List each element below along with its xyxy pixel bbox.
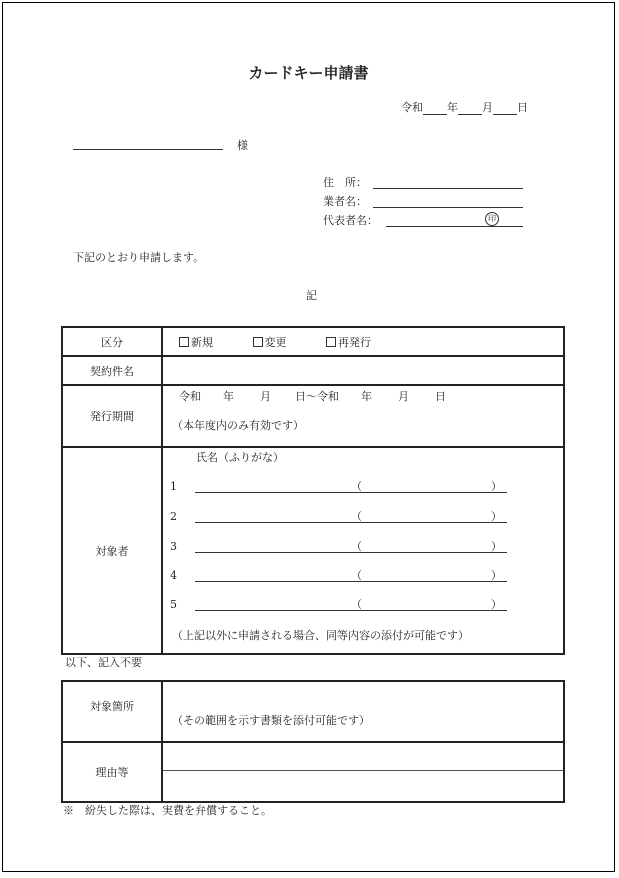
period-note: （本年度内のみ有効です） [172, 419, 304, 432]
rep-label: 代表者名： [323, 214, 378, 227]
location-note: （その範囲を示す書類を添付可能です） [172, 714, 370, 727]
option-change[interactable]: 変更 [253, 336, 287, 349]
ki-text: 記 [306, 289, 317, 302]
address-label: 住 所： [323, 176, 367, 189]
addressee-suffix: 様 [237, 139, 248, 152]
date-day-label: 日 [517, 101, 528, 114]
addressee-field[interactable] [73, 149, 223, 150]
date-line [401, 101, 528, 115]
rep-field[interactable] [386, 226, 523, 227]
period-dates[interactable]: 令和 年 月 日～令和 年 月 日 [179, 390, 446, 403]
footnote: ※ 紛失した際は、実費を弁償すること。 [63, 804, 272, 817]
row-number: 5 [170, 598, 177, 611]
checkbox-icon[interactable] [326, 337, 336, 347]
address-field[interactable] [373, 188, 523, 189]
paren-close: ） [491, 510, 502, 523]
paren-open: （ [351, 569, 362, 582]
date-year-label: 年 [447, 101, 458, 114]
row-number: 4 [170, 569, 177, 582]
row-number: 1 [170, 480, 177, 493]
paren-close: ） [491, 569, 502, 582]
reason-cell[interactable] [162, 742, 564, 802]
row-number: 3 [170, 540, 177, 553]
target-label: 対象者 [62, 447, 162, 654]
paren-close: ） [491, 598, 502, 611]
seal-mark [485, 212, 499, 226]
below-label: 以下、記入不要 [65, 656, 142, 669]
company-label: 業者名： [323, 195, 367, 208]
reason-line [163, 770, 563, 771]
location-cell[interactable] [162, 681, 564, 742]
contract-field[interactable] [162, 356, 564, 385]
paren-close: ） [491, 540, 502, 553]
option-reissue[interactable]: 再発行 [326, 336, 371, 349]
document-page [2, 2, 615, 872]
company-field[interactable] [373, 207, 523, 208]
checkbox-icon[interactable] [179, 337, 189, 347]
date-year-field[interactable] [423, 102, 447, 115]
page-title: カードキー申請書 [248, 64, 369, 82]
reason-label: 理由等 [62, 742, 162, 802]
paren-open: （ [351, 540, 362, 553]
checkbox-icon[interactable] [253, 337, 263, 347]
paren-open: （ [351, 598, 362, 611]
paren-open: （ [351, 480, 362, 493]
category-options [162, 327, 564, 356]
category-label: 区分 [62, 327, 162, 356]
option-new[interactable]: 新規 [179, 336, 213, 349]
date-month-field[interactable] [458, 102, 482, 115]
period-label: 発行期間 [62, 385, 162, 447]
contract-label: 契約件名 [62, 356, 162, 385]
attach-note: （上記以外に申請される場合、同等内容の添付が可能です） [172, 629, 469, 642]
paren-close: ） [491, 480, 502, 493]
target-cell [162, 447, 564, 654]
application-table [61, 326, 565, 655]
office-use-table [61, 680, 565, 803]
seal-icon: 印 [485, 212, 499, 226]
row-number: 2 [170, 510, 177, 523]
location-label: 対象箇所 [62, 681, 162, 742]
period-cell [162, 385, 564, 447]
paren-open: （ [351, 510, 362, 523]
date-day-field[interactable] [493, 102, 517, 115]
date-month-label: 月 [482, 101, 493, 114]
intro-text: 下記のとおり申請します。 [73, 251, 205, 264]
date-era: 令和 [401, 101, 423, 114]
name-header: 氏名（ふりがな） [196, 451, 284, 464]
